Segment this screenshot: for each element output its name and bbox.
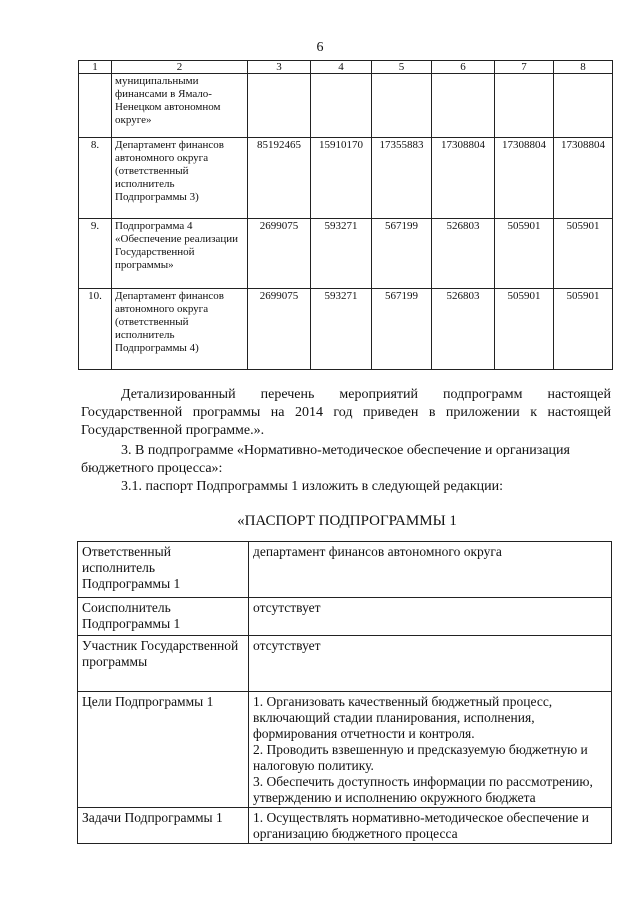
table-row: [79, 138, 613, 219]
column-header: 5: [372, 61, 432, 74]
row-value: 17308804: [432, 138, 495, 219]
passport-title: «ПАСПОРТ ПОДПРОГРАММЫ 1: [237, 513, 457, 529]
column-header: 4: [311, 61, 372, 74]
passport-label: Соисполнитель Подпрограммы 1: [78, 598, 249, 636]
passport-value: отсутствует: [249, 636, 612, 692]
paragraph-subprogram-change: 3. В подпрограмме «Нормативно-методическое обеспечение и организация бюджетного процесса»:: [81, 443, 570, 476]
table-row: [79, 219, 613, 289]
row-value: 85192465: [248, 138, 311, 219]
row-value: 17308804: [554, 138, 613, 219]
row-number: [79, 74, 112, 138]
row-value: 505901: [495, 219, 554, 289]
row-value: [495, 74, 554, 138]
row-value: [372, 74, 432, 138]
paragraph-detailed-list: Детализированный перечень мероприятий подпрограмм настоящей Государственной программы на 2014 год приведен в приложении к настоящей Государственной программе.».: [81, 387, 611, 438]
column-header: 8: [554, 61, 613, 74]
column-header: 7: [495, 61, 554, 74]
row-value: 17355883: [372, 138, 432, 219]
passport-label: Участник Государственной программы: [78, 636, 249, 692]
row-name: Департамент финансов автономного округа (ответственный исполнитель Подпрограммы 3): [112, 138, 248, 219]
row-value: 505901: [554, 289, 613, 370]
goal-item: 3. Обеспечить доступность информации по рассмотрению, утверждению и исполнению окружного бюджета: [253, 774, 593, 805]
row-name: муниципальными финансами в Ямало-Ненецком автономном округе»: [112, 74, 248, 138]
row-value: 567199: [372, 289, 432, 370]
row-value: [554, 74, 613, 138]
table-row: [79, 74, 613, 138]
passport-row: [78, 542, 612, 598]
table-header-row: [79, 61, 613, 74]
row-value: 567199: [372, 219, 432, 289]
row-value: 17308804: [495, 138, 554, 219]
page-number: 6: [316, 40, 324, 55]
passport-value: 1. Осуществлять нормативно-методическое обеспечение и организацию бюджетного процесса: [249, 808, 612, 844]
passport-value: [249, 692, 612, 808]
passport-row: [78, 636, 612, 692]
row-value: 15910170: [311, 138, 372, 219]
row-number: 9.: [79, 219, 112, 289]
row-value: 2699075: [248, 219, 311, 289]
row-name: Подпрограмма 4 «Обеспечение реализации Государственной программы»: [112, 219, 248, 289]
row-value: 593271: [311, 219, 372, 289]
row-value: 526803: [432, 219, 495, 289]
expenditure-table: [78, 60, 613, 370]
row-name: Департамент финансов автономного округа (ответственный исполнитель Подпрограммы 4): [112, 289, 248, 370]
row-value: 2699075: [248, 289, 311, 370]
column-header: 6: [432, 61, 495, 74]
passport-row: [78, 598, 612, 636]
row-value: [311, 74, 372, 138]
column-header: 1: [79, 61, 112, 74]
paragraph-passport-intro: 3.1. паспорт Подпрограммы 1 изложить в следующей редакции:: [121, 479, 504, 494]
row-number: 10.: [79, 289, 112, 370]
passport-row: [78, 808, 612, 844]
passport-label: Ответственный исполнитель Подпрограммы 1: [78, 542, 249, 598]
passport-value: отсутствует: [249, 598, 612, 636]
row-value: [248, 74, 311, 138]
goal-item: 1. Организовать качественный бюджетный процесс, включающий стадии планирования, исполнения, формирования отчетности и контроля.: [253, 694, 553, 741]
row-number: 8.: [79, 138, 112, 219]
row-value: 505901: [554, 219, 613, 289]
row-value: 593271: [311, 289, 372, 370]
passport-value: департамент финансов автономного округа: [249, 542, 612, 598]
row-value: 526803: [432, 289, 495, 370]
row-value: [432, 74, 495, 138]
goal-item: 2. Проводить взвешенную и предсказуемую бюджетную и налоговую политику.: [253, 742, 588, 773]
passport-label: Задачи Подпрограммы 1: [78, 808, 249, 844]
column-header: 3: [248, 61, 311, 74]
passport-table: [77, 541, 612, 844]
passport-row: [78, 692, 612, 808]
passport-label: Цели Подпрограммы 1: [78, 692, 249, 808]
column-header: 2: [112, 61, 248, 74]
table-row: [79, 289, 613, 370]
row-value: 505901: [495, 289, 554, 370]
